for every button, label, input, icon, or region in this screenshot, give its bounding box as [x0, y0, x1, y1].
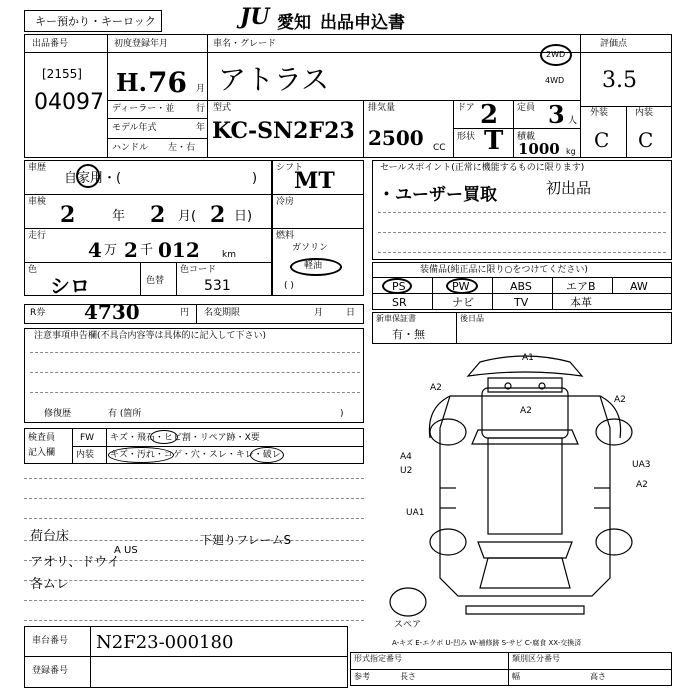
drive-2wd: 2WD [546, 50, 566, 59]
mark-a2-right: A2 [614, 395, 626, 405]
form-title: 出品申込書 [320, 13, 405, 33]
capacity-label: 定員 [517, 103, 536, 113]
name-change-label: 名変期限 [204, 308, 241, 318]
mark-u2: U2 [400, 466, 413, 476]
fw-label: FW [80, 433, 95, 443]
handle-options: 左・右 [168, 143, 196, 153]
doors-value: 2 [480, 100, 499, 130]
car-name: アトラス [218, 63, 330, 96]
interior-score: C [638, 128, 654, 152]
equipment-label: 装備品(純正品に限り○をつけてください) [420, 265, 588, 275]
displacement-value: 2500 [368, 126, 424, 150]
car-type: KC-SN2F23 [212, 118, 355, 144]
recycle-block [24, 304, 364, 324]
equipment-pw: PW [452, 280, 470, 293]
recycle-label: R券 [30, 308, 46, 318]
fuel-gas: ガソリン [292, 243, 329, 253]
equipment-ps: PS [392, 280, 406, 293]
inspector-label-1: 検査員 [28, 433, 56, 443]
displacement-label: 排気量 [368, 103, 396, 113]
inspection-day-unit: 日) [234, 209, 253, 224]
in-circle-1 [108, 447, 174, 463]
fw-circle [150, 430, 178, 444]
length-label: 長さ [400, 672, 416, 681]
recycle-value: 4730 [84, 300, 140, 324]
fuel-label: 燃料 [276, 231, 295, 241]
handwritten-note-3: 各ムレ [30, 577, 70, 592]
rating-label: 評価点 [600, 39, 628, 49]
selling-point-label: セールスポイント(正常に機能するものに限ります) [380, 163, 585, 173]
color-code-label: 色コード [180, 265, 217, 275]
registration-label: 初度登録年月 [114, 39, 169, 49]
inspection-label: 車検 [28, 197, 47, 207]
selling-point-text: ・ユーザー買取 [378, 185, 497, 205]
shape-value: T [484, 126, 504, 156]
interior-label: 内装 [635, 108, 654, 118]
recycle-unit: 円 [180, 308, 190, 318]
mark-ua3: UA3 [632, 460, 651, 470]
equipment-navi: ナビ [452, 296, 474, 309]
notes-label: 注意事項申告欄(不具合内容等は具体的に記入して下さい) [34, 331, 267, 341]
shift-value: MT [294, 168, 335, 194]
exterior-score: C [594, 128, 610, 152]
certificate-label: 新車保証書 [376, 314, 416, 323]
mark-a1: A1 [522, 353, 534, 363]
shape-label: 形状 [457, 132, 476, 142]
registration-number-label: 登録番号 [32, 666, 69, 676]
mark-a4: A4 [400, 452, 412, 462]
handwritten-note-2: アオリ、ドウイ [30, 555, 120, 570]
chassis-value: N2F23-000180 [96, 632, 234, 653]
key-label-box [24, 10, 162, 32]
notes-block [24, 328, 364, 423]
load-unit: kg [566, 147, 576, 156]
mark-ua1: UA1 [406, 508, 425, 518]
mark-a2-center: A2 [520, 406, 532, 416]
equipment-sr: SR [392, 296, 407, 309]
inspection-month-unit: 月( [178, 209, 197, 224]
history-label: 車歴 [28, 163, 47, 173]
car-name-label: 車名・グレード [213, 39, 277, 49]
lot-label: 出品番号 [32, 39, 69, 49]
equipment-aw: AW [630, 280, 648, 293]
in-circle-2 [250, 447, 284, 463]
mileage-rest: 012 [158, 238, 200, 262]
height-label: 高さ [590, 672, 606, 681]
car-type-label: 型式 [213, 103, 232, 113]
interior-check-label: 内装 [76, 450, 95, 460]
inspector-label-2: 記入欄 [28, 448, 56, 458]
class-number-label: 類別区分番号 [512, 654, 560, 663]
cc-unit: CC [433, 143, 446, 153]
rating-score: 3.5 [602, 68, 637, 93]
inspection-year-unit: 年 [112, 209, 126, 224]
handwritten-note-4: 下廻りフレームS [200, 533, 292, 547]
mileage-man-unit: 万 [104, 243, 118, 258]
equipment-airbag: エアB [566, 280, 596, 293]
capacity-value: 3 [548, 100, 565, 129]
inspection-year: 2 [60, 202, 76, 228]
model-year-unit: 年 [196, 123, 206, 133]
registration-year: 76 [148, 66, 187, 99]
history-value: 自家用・( [64, 171, 122, 186]
color-code: 531 [204, 278, 231, 294]
rear-goods-label: 後日品 [460, 314, 484, 323]
doors-label: ドア [457, 103, 475, 113]
fuel-other: ( ) [284, 281, 294, 291]
mileage-sen-unit: 千 [140, 243, 154, 258]
mileage-unit: km [222, 250, 236, 260]
capacity-unit: 人 [568, 116, 578, 126]
ju-logo: JU [240, 4, 270, 30]
damage-legend: A-キズ E-エクボ U-凹み W-補修跡 S-サビ C-腐食 XX-交換済 [392, 639, 582, 647]
registration-era: H. [116, 68, 148, 97]
repaint-label: 色替 [146, 276, 165, 286]
key-label: キー預かり・キーロック [35, 15, 156, 28]
repair-value: 有 (箇所 [108, 409, 142, 419]
dealer-label: ディーラー・並 [112, 104, 175, 114]
spare-label: スペア [394, 620, 422, 630]
handwritten-note-1: 荷台床 [30, 529, 70, 544]
certificate-options: 有・無 [392, 328, 425, 341]
lot-sub-number: [2155] [42, 67, 82, 81]
repair-label: 修復歴 [44, 409, 72, 419]
reference-label: 参考 [354, 672, 370, 681]
exterior-label: 外装 [590, 108, 609, 118]
interior-check-items: キズ・汚れ・コゲ・穴・スレ・キレ・破レ [110, 450, 281, 460]
dealer-suffix: 行 [196, 104, 206, 114]
inspection-month: 2 [150, 202, 166, 228]
form-number-label: 形式指定番号 [354, 654, 402, 663]
mark-a2-left: A2 [430, 383, 442, 393]
fw-items: キズ・飛石・ヒビ割・リペア跡・X要 [110, 433, 260, 443]
load-label: 積載 [517, 132, 536, 142]
equipment-leather: 本革 [570, 296, 592, 309]
name-change-day: 日 [346, 308, 356, 318]
load-value: 1000 [518, 140, 560, 158]
mileage-label: 走行 [28, 231, 47, 241]
handle-label: ハンドル [112, 143, 149, 153]
color-label: 色 [28, 265, 38, 275]
inspection-day: 2 [210, 202, 226, 228]
repair-close: ) [340, 409, 344, 419]
width-label: 幅 [512, 672, 520, 681]
color-value: シロ [50, 274, 90, 298]
drive-4wd: 4WD [545, 76, 565, 85]
model-year-label: モデル年式 [112, 123, 157, 133]
mark-a2-rear: A2 [636, 480, 648, 490]
name-change-month: 月 [314, 308, 324, 318]
selling-point-text2: 初出品 [546, 179, 592, 197]
aircon-label: 冷房 [276, 197, 295, 207]
lot-number: 04097 [34, 90, 104, 115]
region-name: 愛知 [277, 13, 311, 33]
handwritten-note-2b: A US [114, 545, 138, 556]
history-close: ) [252, 171, 258, 186]
registration-month-unit: 月 [196, 84, 206, 94]
equipment-abs: ABS [510, 280, 532, 293]
mileage-man: 4 [88, 238, 102, 262]
chassis-label: 車台番号 [32, 636, 69, 646]
selling-point-block [372, 160, 672, 260]
equipment-tv: TV [514, 296, 529, 309]
shift-label: シフト [276, 163, 304, 173]
truck-diagram [378, 348, 672, 638]
fuel-diesel: 軽油 [304, 261, 323, 271]
mileage-sen: 2 [124, 238, 138, 262]
